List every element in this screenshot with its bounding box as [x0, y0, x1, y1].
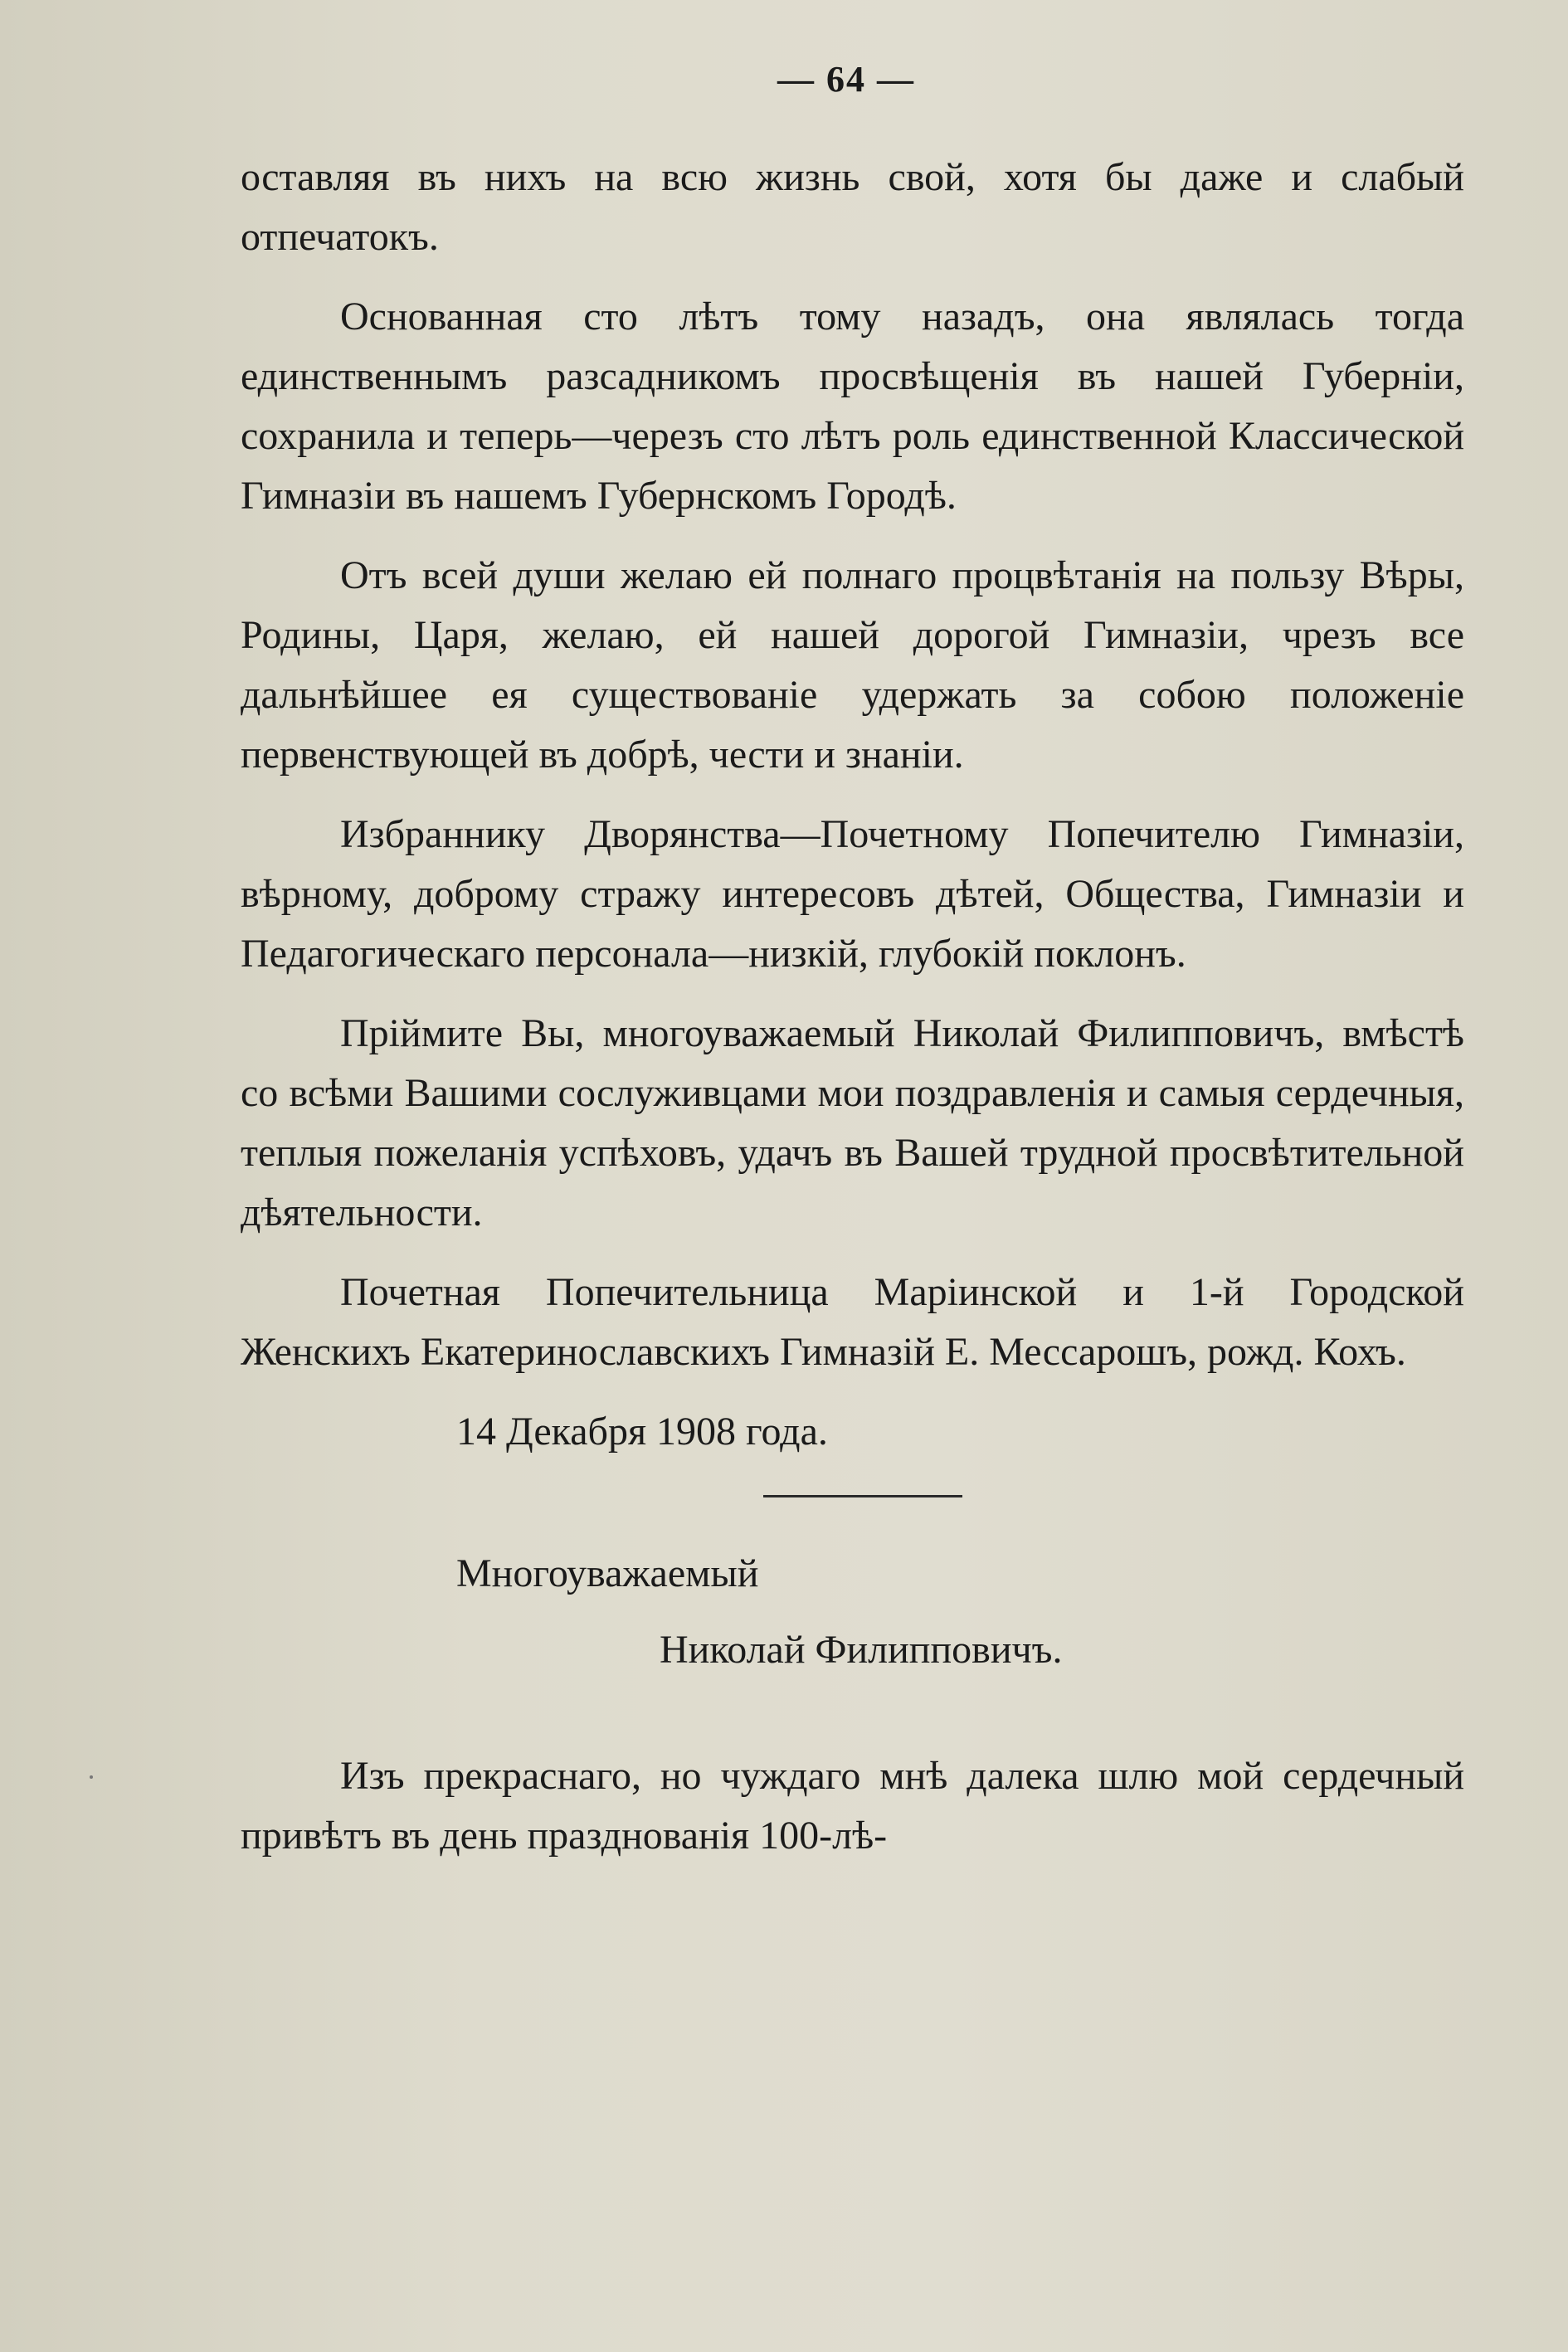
page-number: — 64 —: [777, 59, 915, 100]
salutation-line-2: Николай Филипповичъ.: [660, 1628, 1063, 1672]
letter-body: [241, 148, 1464, 1886]
paragraph-congratulations: Пріймите Вы, многоуважаемый Николай Филипповичъ, вмѣстѣ со всѣми Вашими сослуживцами мои поздравленія и самыя сердечныя, теплыя пожеланія успѣховъ, удачъ въ Вашей трудной просвѣтительной дѣятельности.: [241, 1011, 1464, 1234]
paragraph-wishes: Отъ всей души желаю ей полнаго процвѣтанія на пользу Вѣры, Родины, Царя, желаю, ей нашей дорогой Гимназіи, чрезъ все дальнѣйшее ея существованіе удержать за собою положеніе первенствующей въ добрѣ, чести и знаніи.: [241, 553, 1464, 777]
paragraph-signature: Почетная Попечительница Маріинской и 1-й Городской Женскихъ Екатеринославскихъ Гимназій Е. Мессарошъ, рожд. Кохъ.: [241, 1270, 1464, 1374]
speck-mark: [90, 1775, 93, 1779]
paragraph-founded: Основанная сто лѣтъ тому назадъ, она являлась тогда единственнымъ разсадникомъ просвѣщенія въ нашей Губерніи, сохранила и теперь—черезъ сто лѣтъ роль единственной Классической Гимназіи въ нашемъ Губернскомъ Городѣ.: [241, 295, 1464, 518]
date-line: 14 Декабря 1908 года.: [456, 1410, 828, 1454]
section-divider: [763, 1495, 962, 1497]
paragraph-greeting: Изъ прекраснаго, но чуждаго мнѣ далека шлю мой сердечный привѣтъ въ день празднованія 100-лѣ-: [241, 1754, 1464, 1858]
paragraph-continuation: оставляя въ нихъ на всю жизнь свой, хотя бы даже и слабый отпечатокъ.: [241, 155, 1464, 259]
paragraph-trustee: Избраннику Дворянства—Почетному Попечителю Гимназіи, вѣрному, доброму стражу интересовъ дѣтей, Общества, Гимназіи и Педагогическаго персонала—низкій, глубокій поклонъ.: [241, 812, 1464, 976]
salutation-line-1: Многоуважаемый: [456, 1551, 759, 1595]
